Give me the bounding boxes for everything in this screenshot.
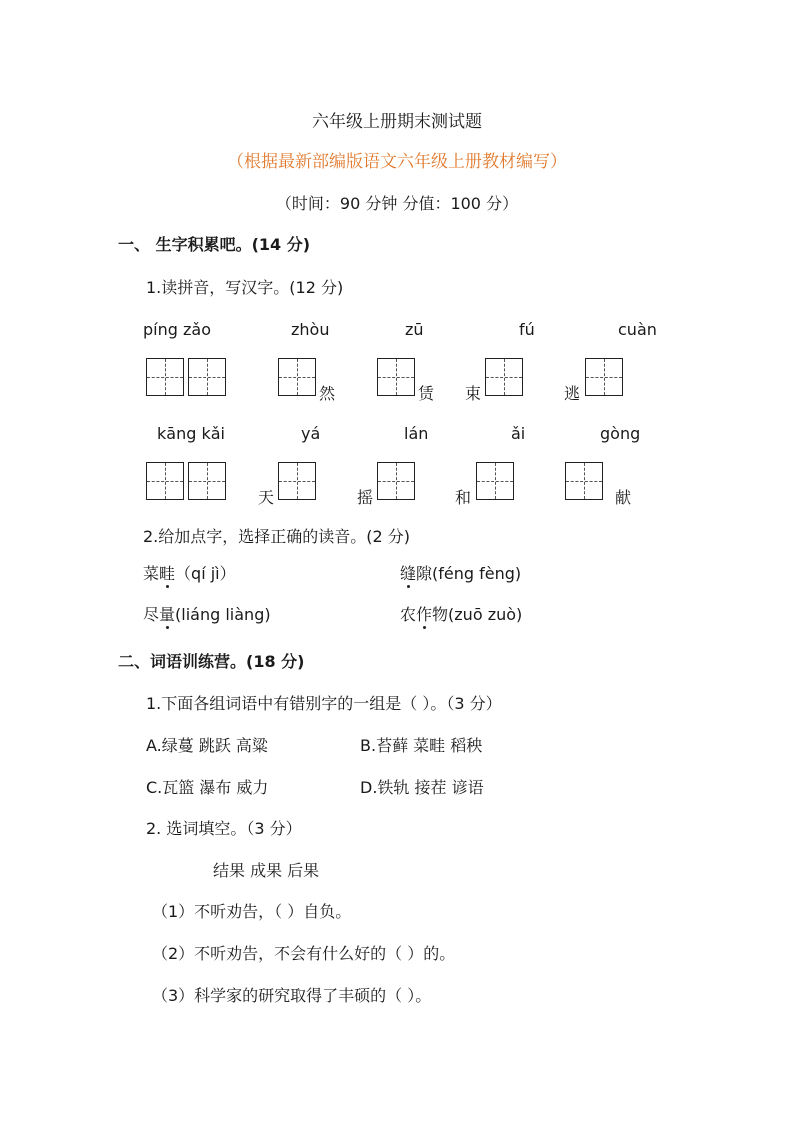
exam-meta: （时间：90 分钟 分值：100 分） [275,194,519,213]
reading-item [143,607,271,623]
given-char: 天 [258,488,275,507]
reading-item-pre: 菜 [143,564,160,583]
pinyin-label: yá [301,424,321,443]
question-prompt-2-2: 2. 选词填空。（3 分） [146,819,302,838]
pinyin-label: píng zǎo [143,320,211,339]
reading-item-options: （qí jì） [175,564,236,583]
reading-item-options: 隙(féng fèng) [416,564,522,583]
writing-box[interactable] [278,358,316,396]
question-prompt-2-1: 1.下面各组词语中有错别字的一组是（ ）。（3 分） [146,694,502,713]
writing-box[interactable] [188,358,226,396]
pinyin-label: lán [404,424,429,443]
dotted-char: 量 [159,605,176,624]
pinyin-label: ǎi [511,424,526,443]
given-char: 束 [465,384,482,403]
writing-box[interactable] [377,358,415,396]
dotted-char: 作 [416,605,433,624]
given-char: 然 [319,384,336,403]
writing-box[interactable] [476,462,514,500]
option-b: B.苔藓 菜畦 稻秧 [360,736,483,755]
given-char: 摇 [357,488,374,507]
reading-item-pre: 尽 [143,605,160,624]
page-subtitle: （根据最新部编版语文六年级上册教材编写） [227,152,567,172]
section-heading-1: 一、 生字积累吧。(14 分) [118,235,311,254]
dotted-char: 畦 [159,564,176,583]
pinyin-label: zū [405,320,424,339]
pinyin-label: gòng [600,424,641,443]
option-c: C.瓦篮 瀑布 威力 [146,778,269,797]
writing-box[interactable] [146,462,184,500]
reading-item-options: (liáng liàng) [175,605,271,624]
reading-item-pre: 农 [400,605,417,624]
pinyin-label: fú [519,320,535,339]
section-heading-2: 二、词语训练营。(18 分) [118,652,305,671]
reading-item [143,566,236,582]
pinyin-label: kāng kǎi [157,424,225,443]
reading-item [400,566,521,582]
dotted-char: 缝 [400,564,417,583]
given-char: 献 [615,488,632,507]
option-a: A.绿蔓 跳跃 高粱 [146,736,268,755]
page-title: 六年级上册期末测试题 [312,112,482,132]
given-char: 赁 [418,384,435,403]
reading-item [400,607,522,623]
writing-box[interactable] [585,358,623,396]
writing-box[interactable] [146,358,184,396]
reading-item-options: 物(zuō zuò) [432,605,523,624]
word-choices: 结果 成果 后果 [213,861,320,880]
fill-item: （2）不听劝告，不会有什么好的（ ）的。 [152,944,456,963]
pinyin-label: zhòu [291,320,330,339]
writing-box[interactable] [485,358,523,396]
option-d: D.铁轨 接茬 谚语 [360,778,484,797]
writing-box[interactable] [278,462,316,500]
writing-box[interactable] [377,462,415,500]
pinyin-label: cuàn [618,320,657,339]
given-char: 和 [455,488,472,507]
fill-item: （3）科学家的研究取得了丰硕的（ ）。 [152,986,432,1005]
writing-box[interactable] [565,462,603,500]
writing-box[interactable] [188,462,226,500]
question-prompt-1-1: 1.读拼音，写汉字。(12 分) [146,278,344,297]
given-char: 逃 [564,384,581,403]
question-prompt-1-2: 2.给加点字，选择正确的读音。(2 分) [143,527,411,546]
fill-item: （1）不听劝告，（ ）自负。 [152,902,352,921]
